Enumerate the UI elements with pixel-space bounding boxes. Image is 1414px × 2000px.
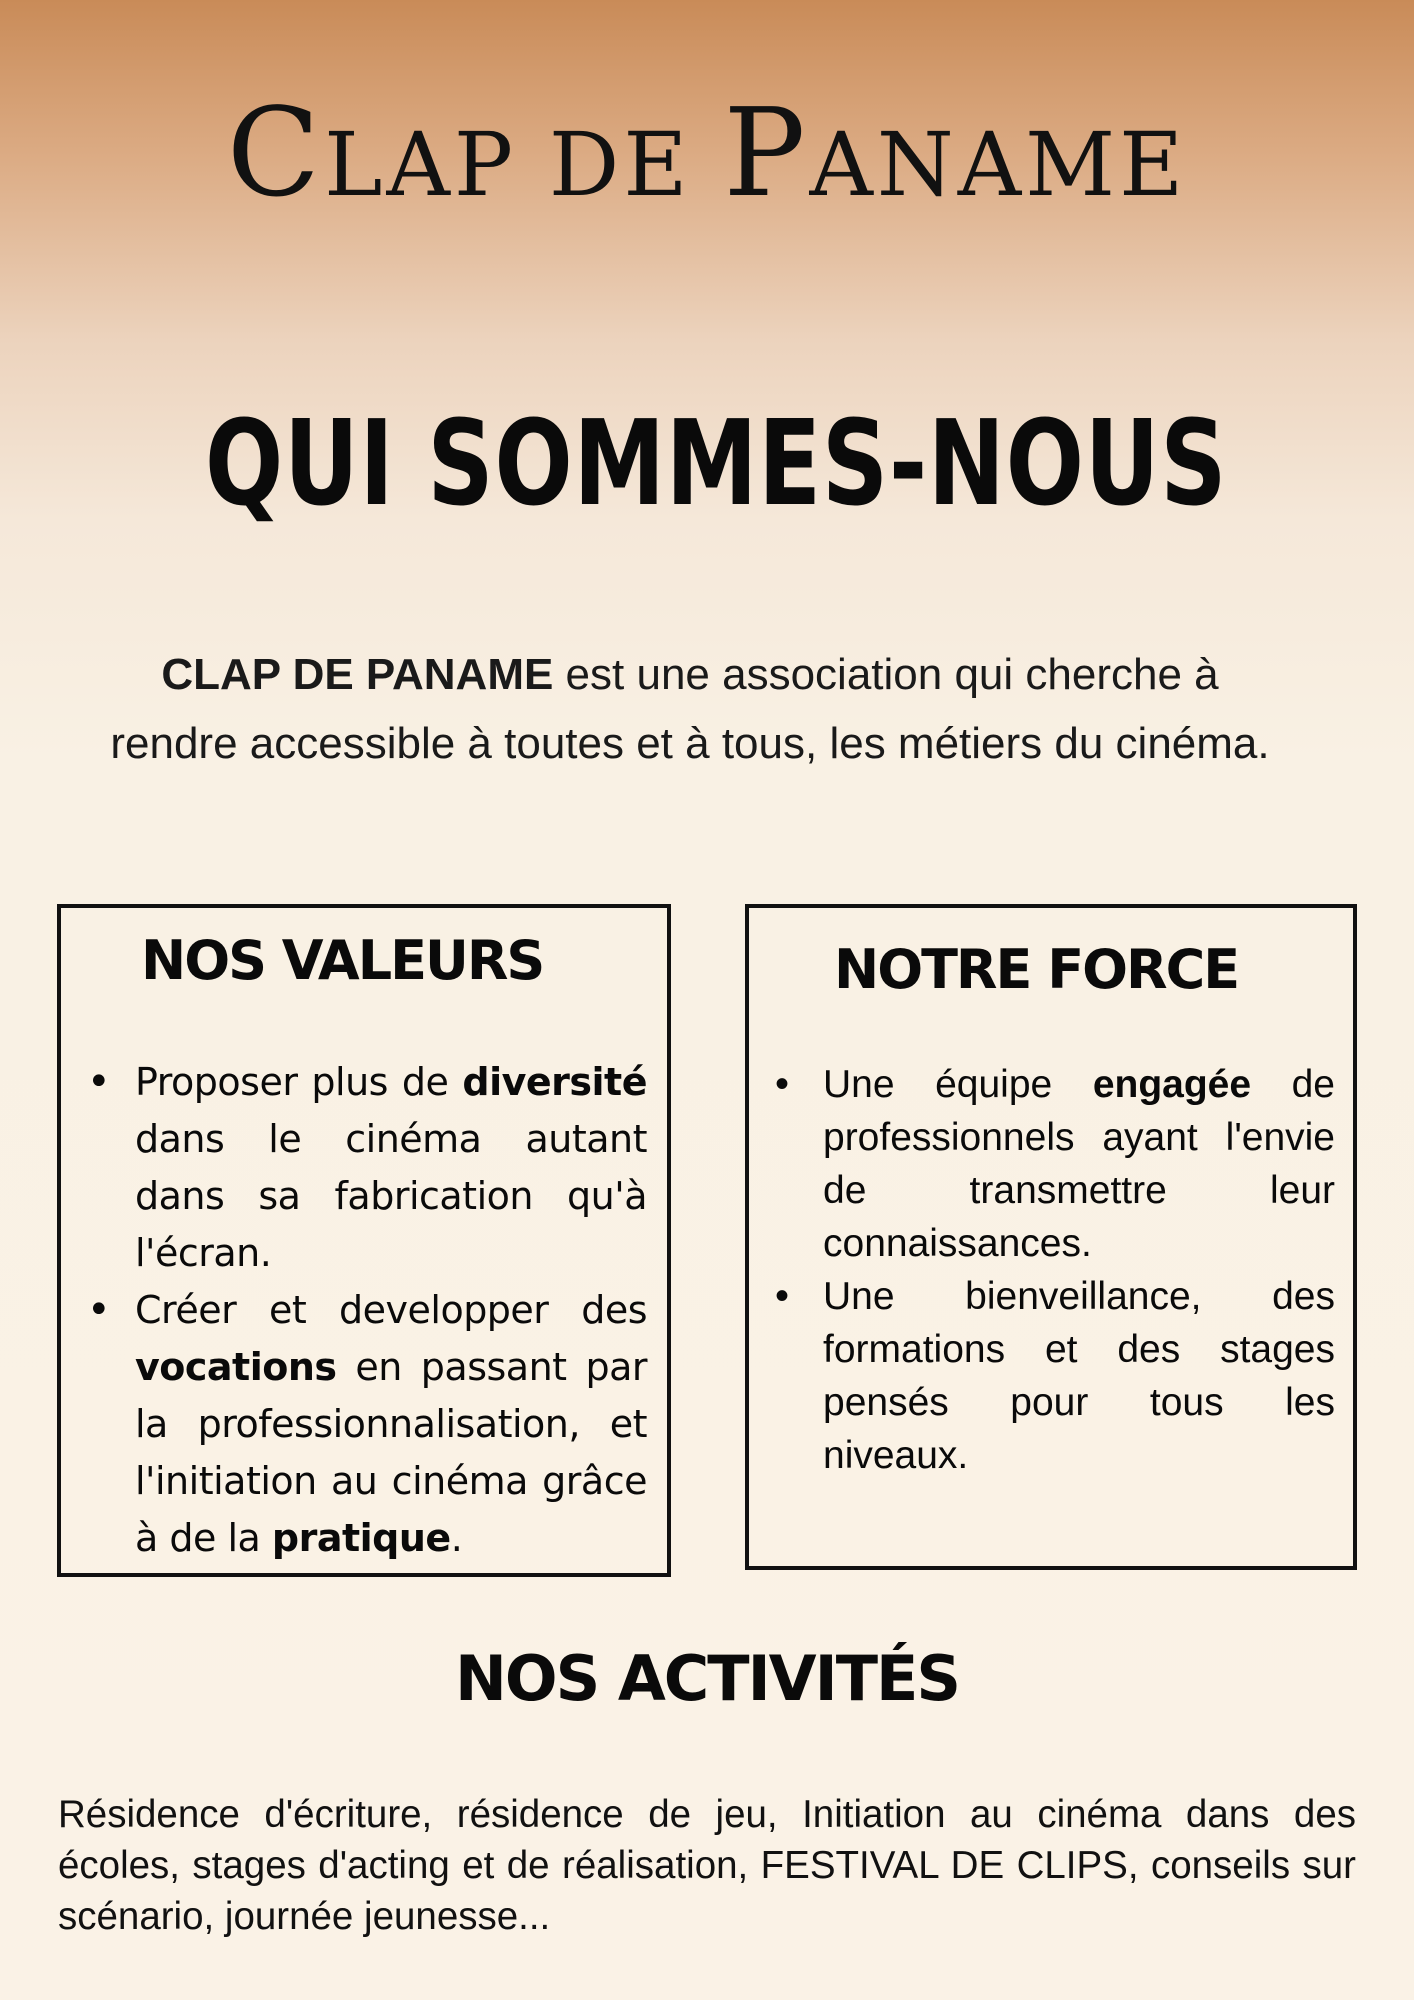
values-card <box>57 904 671 1577</box>
intro-brand: CLAP DE PANAME <box>161 650 554 699</box>
item-text: Une bienveillance, des formations et des stages pensés pour tous les niveaux. <box>823 1275 1335 1477</box>
item-emphasis: vocations <box>135 1345 337 1389</box>
force-card <box>745 904 1357 1570</box>
title-word-aname: ANAME <box>809 113 1188 216</box>
force-title: NOTRE FORCE <box>834 938 1239 1001</box>
item-emphasis: pratique <box>271 1516 451 1560</box>
item-text: Créer et developper des <box>135 1288 647 1332</box>
title-word-lap-de: LAP DE <box>324 113 724 216</box>
item-text: . <box>450 1516 463 1560</box>
intro-text: est une association qui cherche à rendre accessible à toutes et à tous, les métiers du cinéma. <box>110 650 1270 768</box>
item-text: dans le cinéma autant dans sa fabrication qu'à l'écran. <box>135 1117 647 1275</box>
bullet-icon: • <box>87 1287 111 1333</box>
item-text: en passant par la professionnalisation, et l'initiation au cinéma grâce à de la <box>135 1345 647 1560</box>
item-text: de professionnels ayant l'envie de transmettre leur connaissances. <box>823 1063 1335 1265</box>
activities-heading: NOS ACTIVITÉS <box>454 1642 960 1715</box>
page-title <box>0 82 1414 224</box>
list-item <box>767 1058 1335 1270</box>
item-text: Une équipe <box>823 1063 1093 1106</box>
bullet-icon: • <box>775 1274 790 1318</box>
item-emphasis: diversité <box>462 1060 647 1104</box>
activities-paragraph: Résidence d'écriture, résidence de jeu, Initiation au cinéma dans des écoles, stages d'acting et de réalisation, FESTIVAL DE CLIPS, conseils sur scénario, journée jeunesse... <box>58 1793 1356 1938</box>
values-list <box>79 1054 647 1567</box>
title-initial-c: C <box>226 82 325 224</box>
who-are-we-heading: QUI SOMMES-NOUS <box>205 394 1228 532</box>
list-item <box>79 1054 647 1282</box>
bullet-icon: • <box>87 1059 111 1105</box>
list-item <box>767 1270 1335 1482</box>
bullet-icon: • <box>775 1062 790 1106</box>
list-item <box>79 1282 647 1567</box>
values-title: NOS VALEURS <box>141 929 544 992</box>
title-initial-p: P <box>723 82 810 224</box>
item-emphasis: engagée <box>1092 1063 1252 1106</box>
intro-paragraph <box>100 640 1280 778</box>
item-text: Proposer plus de <box>135 1060 463 1104</box>
force-list <box>767 1058 1335 1482</box>
